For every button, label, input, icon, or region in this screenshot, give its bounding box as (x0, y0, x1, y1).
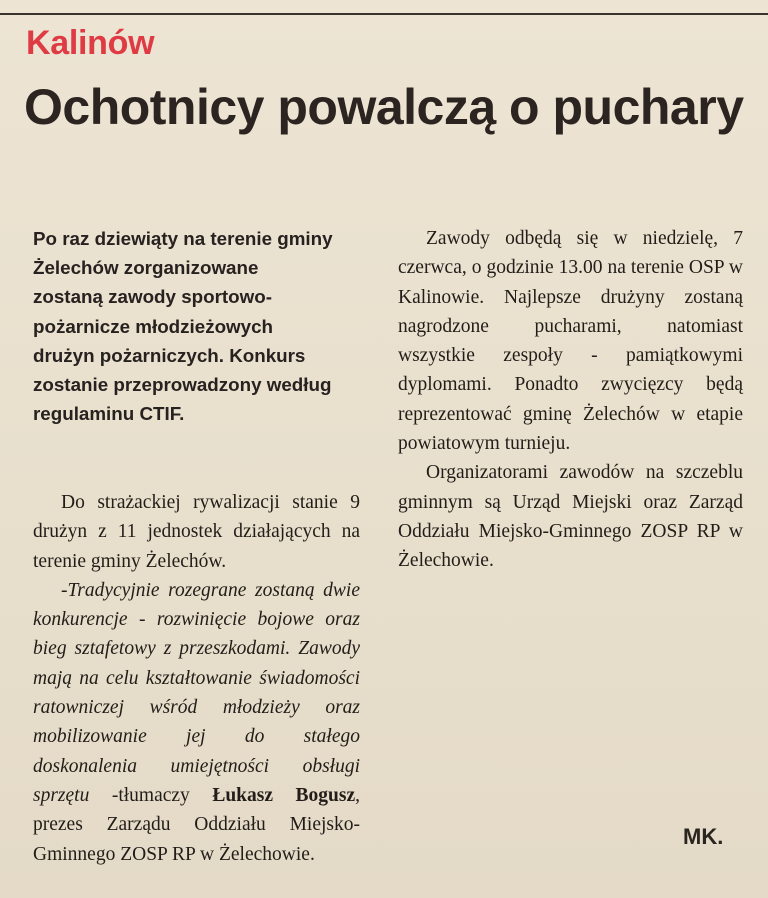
top-rule (0, 13, 768, 15)
section-kicker: Kalinów (26, 24, 155, 62)
quote-person: Łukasz Bogusz (212, 784, 356, 806)
body-column-right (398, 224, 743, 576)
lead-paragraph: Po raz dziewiąty na terenie gminy Żelechów zorganizowane zostaną zawody sportowo-pożarnicze młodzieżowych drużyn pożarniczych. Konkurs zostanie przeprowadzony według regulaminu CTIF. (33, 228, 333, 425)
quote-attribution-pre: -tłumaczy (89, 784, 213, 806)
body-column-left (33, 488, 360, 869)
headline: Ochotnicy powalczą o puchary (24, 79, 744, 135)
body-paragraph-1: Do strażackiej rywalizacji stanie 9 drużyn z 11 jednostek działających na terenie gminy Żelechów. (33, 492, 360, 572)
author-signature: MK. (683, 824, 724, 849)
body-paragraph-4: Organizatorami zawodów na szczeblu gminnym są Urząd Miejski oraz Zarząd Oddziału Miejsko-Gminnego ZOSP RP w Żelechowie. (398, 462, 743, 572)
quote-text: -Tradycyjnie rozegrane zostaną dwie konkurencje - rozwinięcie bojowe oraz bieg sztafetowy z przeszkodami. Zawody mają na celu kształtowanie świadomości ratowniczej wśród młodzieży oraz mobilizowanie jej do stałego doskonalenia umiejętności obsługi sprzętu (33, 579, 360, 806)
quote-attribution-post: , prezes Zarządu Oddziału Miejsko-Gminnego ZOSP RP w Żelechowie. (33, 784, 360, 865)
body-paragraph-3: Zawody odbędą się w niedzielę, 7 czerwca, o godzinie 13.00 na terenie OSP w Kalinowie. Najlepsze drużyny zostaną nagrodzone pucharami, natomiast wszystkie zespoły - pamiątkowymi dyplomami. Ponadto zwycięzcy będą reprezentować gminę Żelechów w etapie powiatowym turnieju. (398, 228, 743, 455)
quote-paragraph (33, 576, 360, 869)
